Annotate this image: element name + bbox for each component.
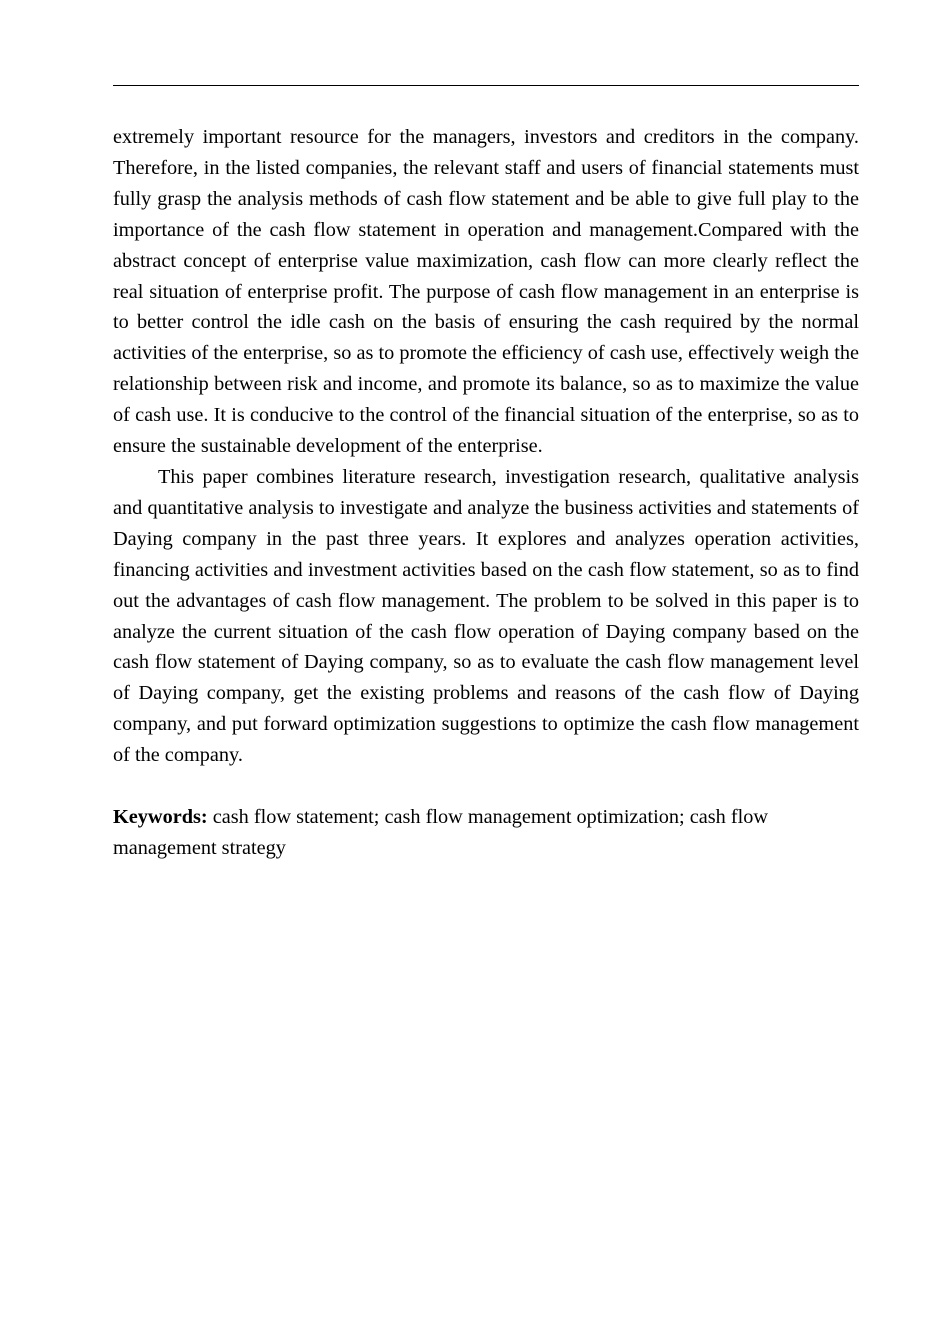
page-body <box>113 122 859 864</box>
keywords-text: cash flow statement; cash flow management optimization; cash flow management strategy <box>113 805 769 859</box>
header-rule <box>113 85 859 86</box>
abstract-paragraph-2: This paper combines literature research, investigation research, qualitative analysis and quantitative analysis to investigate and analyze the business activities and statements of Daying company in the past three years. It explores and analyzes operation activities, financing activities and investment activities based on the cash flow statement, so as to find out the advantages of cash flow management. The problem to be solved in this paper is to analyze the current situation of the cash flow operation of Daying company based on the cash flow statement of Daying company, so as to evaluate the cash flow management level of Daying company, get the existing problems and reasons of the cash flow of Daying company, and put forward optimization suggestions to optimize the cash flow management of the company. <box>113 465 859 767</box>
abstract-paragraph-1: extremely important resource for the managers, investors and creditors in the company. Therefore, in the listed companies, the relevant staff and users of financial statements must fully grasp the analysis methods of cash flow statement and be able to give full play to the importance of the cash flow statement in operation and management.Compared with the abstract concept of enterprise value maximization, cash flow can more clearly reflect the real situation of enterprise profit. The purpose of cash flow management in an enterprise is to better control the idle cash on the basis of ensuring the cash required by the normal activities of the enterprise, so as to promote the efficiency of cash use, effectively weigh the relationship between risk and income, and promote its balance, so as to maximize the value of cash use. It is conducive to the control of the financial situation of the enterprise, so as to ensure the sustainable development of the enterprise. <box>113 126 859 458</box>
keywords-label: Keywords: <box>113 805 208 828</box>
keywords-line <box>113 802 859 864</box>
